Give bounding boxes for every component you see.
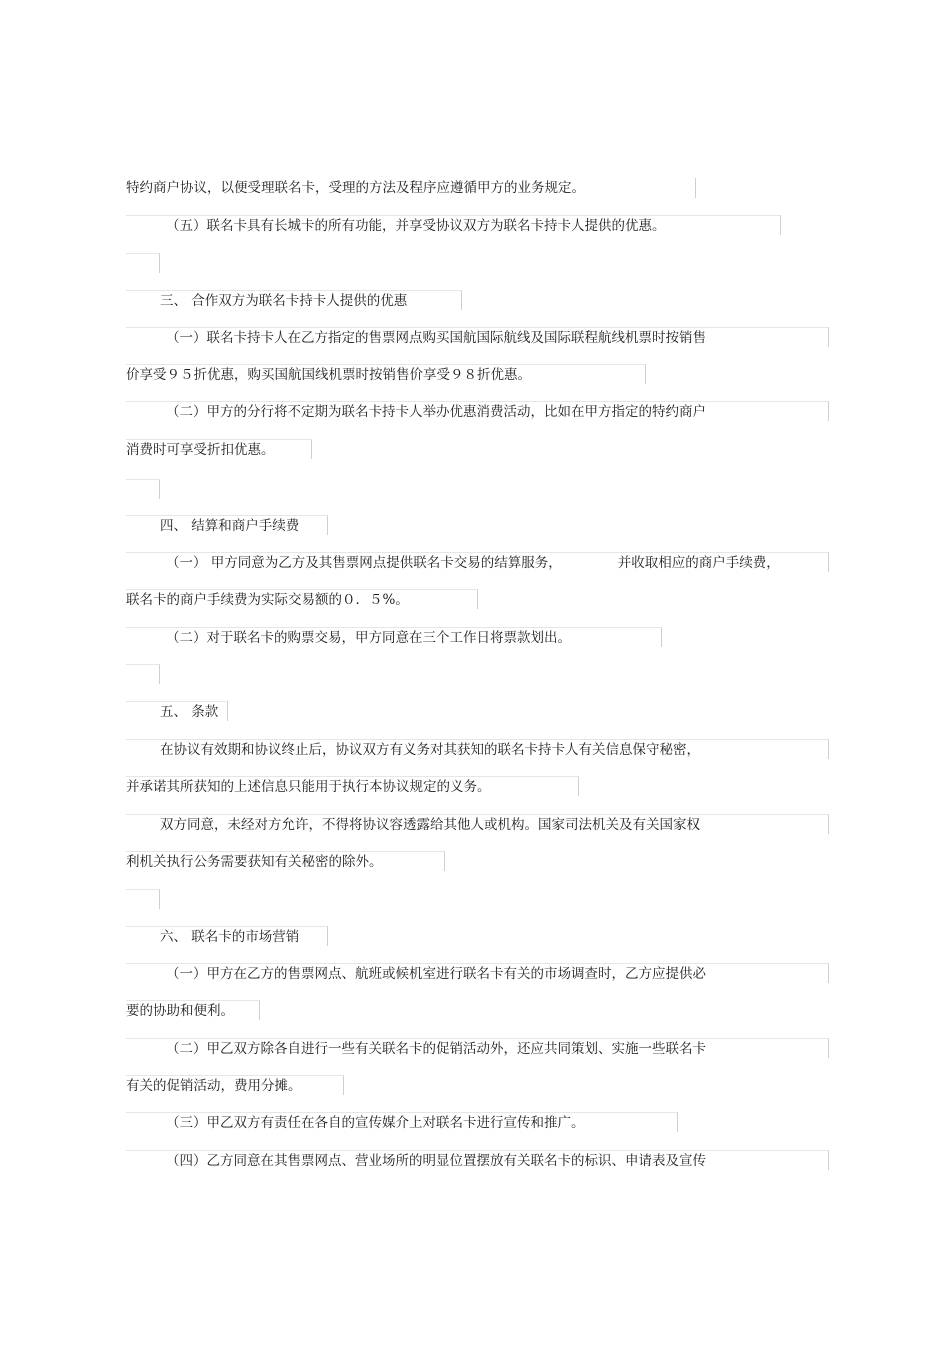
paragraph-text: 有关的促销活动，费用分摊。	[126, 1078, 302, 1094]
heading-text: 六、 联名卡的市场营销	[160, 929, 300, 945]
blank-line	[126, 479, 160, 499]
text-line	[126, 851, 445, 871]
text-line	[126, 739, 829, 759]
paragraph-text: 要的协助和便利。	[126, 1003, 234, 1019]
text-line	[126, 401, 829, 421]
paragraph-text: （一）联名卡持卡人在乙方指定的售票网点购买国航国际航线及国际联程航线机票时按销售	[166, 330, 706, 346]
heading-text: 五、 条款	[160, 704, 219, 720]
paragraph-text: 消费时可享受折扣优惠。	[126, 442, 275, 458]
text-line	[126, 1112, 678, 1132]
text-line	[126, 439, 312, 459]
paragraph-text: （五）联名卡具有长城卡的所有功能，并享受协议双方为联名卡持卡人提供的优惠。	[166, 218, 666, 234]
paragraph-text: 在协议有效期和协议终止后，协议双方有义务对其获知的联名卡持卡人有关信息保守秘密，	[160, 742, 700, 758]
heading-text: 三、 合作双方为联名卡持卡人提供的优惠	[160, 293, 408, 309]
text-line	[126, 589, 478, 609]
text-line	[126, 627, 662, 647]
text-line	[126, 1150, 829, 1170]
blank-line	[126, 664, 160, 684]
blank-line	[126, 253, 160, 273]
text-line	[126, 215, 781, 235]
paragraph-text: （三）甲乙双方有责任在各自的宣传媒介上对联名卡进行宣传和推广。	[166, 1115, 585, 1131]
section-heading-3	[126, 290, 462, 310]
paragraph-text: 利机关执行公务需要获知有关秘密的除外。	[126, 854, 383, 870]
text-line	[126, 327, 829, 347]
text-line	[126, 1000, 260, 1020]
paragraph-text: （一） 甲方同意为乙方及其售票网点提供联名卡交易的结算服务，	[166, 555, 562, 571]
text-line	[126, 178, 696, 198]
text-line	[126, 963, 829, 983]
text-line	[126, 1075, 344, 1095]
text-line	[126, 776, 579, 796]
paragraph-text: 特约商户协议，以便受理联名卡，受理的方法及程序应遵循甲方的业务规定。	[126, 180, 585, 196]
section-heading-4	[126, 515, 328, 535]
heading-text: 四、 结算和商户手续费	[160, 518, 300, 534]
paragraph-text: （四）乙方同意在其售票网点、营业场所的明显位置摆放有关联名卡的标识、申请表及宣传	[166, 1153, 706, 1169]
text-line	[126, 1038, 829, 1058]
paragraph-text: （二）甲方的分行将不定期为联名卡持卡人举办优惠消费活动，比如在甲方指定的特约商户	[166, 404, 706, 420]
text-line	[126, 814, 829, 834]
paragraph-text: 并收取相应的商户手续费，	[617, 555, 780, 571]
paragraph-text: （一）甲方在乙方的售票网点、航班或候机室进行联名卡有关的市场调查时，乙方应提供必	[166, 966, 706, 982]
paragraph-text: 双方同意，未经对方允许，不得将协议容透露给其他人或机构。国家司法机关及有关国家权	[160, 817, 700, 833]
paragraph-text: （二）甲乙双方除各自进行一些有关联名卡的促销活动外，还应共同策划、实施一些联名卡	[166, 1041, 706, 1057]
paragraph-text: 联名卡的商户手续费为实际交易额的０．５%。	[126, 592, 409, 608]
blank-line	[126, 889, 160, 909]
text-line	[126, 552, 829, 572]
section-heading-6	[126, 926, 328, 946]
text-line	[126, 364, 646, 384]
paragraph-text: 价享受９５折优惠，购买国航国线机票时按销售价享受９８折优惠。	[126, 367, 531, 383]
section-heading-5	[126, 701, 228, 721]
paragraph-text: 并承诺其所获知的上述信息只能用于执行本协议规定的义务。	[126, 779, 491, 795]
paragraph-text: （二）对于联名卡的购票交易，甲方同意在三个工作日将票款划出。	[166, 630, 571, 646]
